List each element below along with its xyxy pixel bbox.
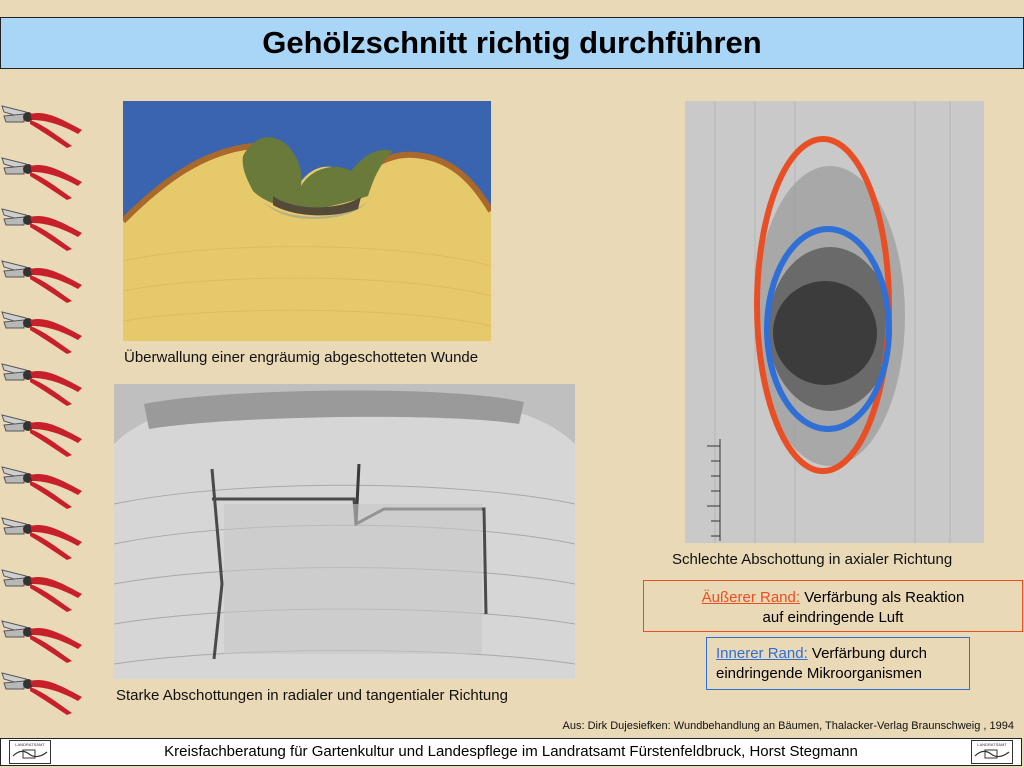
caption-axial: Schlechte Abschottung in axialer Richtung xyxy=(672,551,953,568)
caption-radial-tangential: Starke Abschottungen in radialer und tangentialer Richtung xyxy=(116,687,508,704)
photo-radial-tangential xyxy=(114,384,575,679)
svg-text:LANDRATSAMT: LANDRATSAMT xyxy=(977,742,1007,747)
svg-text:LANDRATSAMT: LANDRATSAMT xyxy=(15,742,45,747)
photo-axial-compartmentalization xyxy=(685,101,984,543)
pruning-shears-icon xyxy=(0,100,90,150)
pruning-shears-icon xyxy=(0,203,90,253)
photo-wound-overgrowth xyxy=(123,101,491,341)
pruning-shears-icon xyxy=(0,615,90,665)
caption-wound-overgrowth: Überwallung einer engräumig abgeschotteten Wunde xyxy=(124,349,479,366)
page-title: Gehölzschnitt richtig durchführen xyxy=(262,25,762,60)
pruning-shears-icon xyxy=(0,152,90,202)
legend-outer-rim: Äußerer Rand: Verfärbung als Reaktion auf eindringende Luft xyxy=(643,580,1023,632)
footer-text: Kreisfachberatung für Gartenkultur und Landespflege im Landratsamt Fürstenfeldbruck, Horst Stegmann xyxy=(164,743,858,760)
pruning-shears-icon xyxy=(0,461,90,511)
source-citation: Aus: Dirk Dujesiefken: Wundbehandlung an Bäumen, Thalacker-Verlag Braunschweig , 1994 xyxy=(562,720,1014,732)
landratsamt-logo-left xyxy=(9,740,51,764)
legend-inner-rim: Innerer Rand: Verfärbung durch eindringende Mikroorganismen xyxy=(706,637,970,690)
pruning-shears-icon xyxy=(0,358,90,408)
inner-rim-label: Innerer Rand xyxy=(716,645,804,662)
landratsamt-logo-right xyxy=(971,740,1013,764)
pruning-shears-icon xyxy=(0,564,90,614)
title-bar xyxy=(0,17,1024,69)
pruning-shears-icon xyxy=(0,512,90,562)
pruning-shears-icon xyxy=(0,667,90,717)
pruning-shears-icon xyxy=(0,255,90,305)
pruning-shears-icon xyxy=(0,306,90,356)
pruning-shears-icon xyxy=(0,409,90,459)
outer-rim-label: Äußerer Rand xyxy=(701,589,796,606)
pruning-shears-column xyxy=(0,100,90,720)
footer xyxy=(0,738,1022,766)
